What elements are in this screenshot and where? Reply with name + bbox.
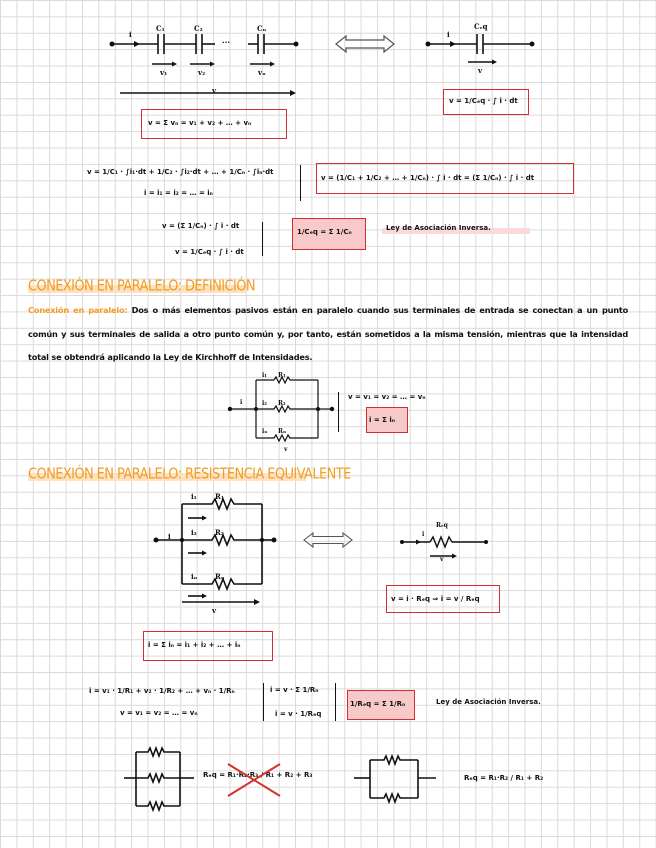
def-label-r1: R₁ <box>278 372 286 379</box>
eq-capacitor-inverse-law: 1/Cₑq = Σ 1/Cₙ <box>297 228 352 236</box>
label-vn: vₙ <box>258 68 266 77</box>
divider-bar-3 <box>338 392 339 432</box>
label-c1: C₁ <box>156 24 165 33</box>
eq-res-mid-2: i = v · 1/Rₑq <box>275 710 322 718</box>
three-res-formula: Rₑq = R₁·R₂·R₃ / R₁ + R₂ + R₃ <box>203 771 313 779</box>
res-label-rn: Rₙ <box>215 572 225 581</box>
label-i-series: i <box>129 30 132 39</box>
parallel-resistor-diagram <box>150 490 280 614</box>
divider-bar-4 <box>263 683 264 721</box>
eq-res-label-v: v <box>440 556 444 563</box>
label-c2: C₂ <box>194 24 203 33</box>
cross-out-mark <box>226 762 282 798</box>
eq-voltage-sum: v = Σ vₙ = v₁ + v₂ + … + vₙ <box>148 119 252 127</box>
label-dots: ··· <box>222 39 230 47</box>
def-eq-currents: i = Σ iₙ <box>369 416 395 424</box>
heading-parallel-resistance: CONEXIÓN EN PARALELO: RESISTENCIA EQUIVALENTE <box>28 466 351 484</box>
res-label-r2: R₂ <box>215 528 224 537</box>
def-label-rn: Rₙ <box>278 428 287 435</box>
eq-ohm-eq: v = i · Rₑq ⇒ i = v / Rₑq <box>391 595 480 603</box>
res-label-r1: R₁ <box>215 492 224 501</box>
def-label-i1: i₁ <box>262 372 267 379</box>
two-res-formula: Rₑq = R₁·R₂ / R₁ + R₂ <box>464 774 544 782</box>
res-label-in: iₙ <box>191 572 198 581</box>
label-cn: Cₙ <box>257 24 267 33</box>
def-label-v: v <box>284 446 288 453</box>
divider-bar-2 <box>262 222 263 256</box>
eq-res-expand-2: v = v₁ = v₂ = … = vₙ <box>120 709 198 717</box>
three-resistor-parallel-diagram <box>120 748 200 812</box>
label-v-total: v <box>212 86 217 95</box>
label-ceq: Cₑq <box>474 22 488 31</box>
equivalence-arrow-icon-2 <box>304 533 352 547</box>
label-v2: v₂ <box>198 68 206 77</box>
divider-bar <box>300 165 301 201</box>
res-label-i2: i₂ <box>191 528 197 537</box>
heading-parallel-definition: CONEXIÓN EN PARALELO: DEFINICIÓN <box>28 278 255 296</box>
label-v1: v₁ <box>160 68 168 77</box>
parallel-definition-paragraph <box>28 299 628 370</box>
def-label-i2: i₂ <box>262 400 267 407</box>
eq-sum-form: v = (Σ 1/Cₙ) · ∫ i · dt <box>162 222 240 230</box>
two-resistor-parallel-diagram <box>352 752 442 808</box>
eq-res-label-req: Rₑq <box>436 522 448 529</box>
law-label-resistances: Ley de Asociación Inversa. <box>436 698 541 706</box>
equivalence-arrow-icon <box>336 36 394 52</box>
law-label-capacitors: Ley de Asociación Inversa. <box>386 224 491 232</box>
divider-bar-5 <box>335 683 336 721</box>
def-eq-voltages: v = v₁ = v₂ = … = vₙ <box>348 393 426 401</box>
eq-eq-form: v = 1/Cₑq · ∫ i · dt <box>175 248 244 256</box>
eq-combined: v = (1/C₁ + 1/C₂ + … + 1/Cₙ) · ∫ i · dt = (Σ 1/Cₙ) · ∫ i · dt <box>321 174 535 182</box>
eq-capacitor-eq: v = 1/Cₑq · ∫ i · dt <box>449 97 518 105</box>
label-i-eq: i <box>447 30 450 39</box>
def-label-i: i <box>240 399 243 406</box>
eq-current-sum: i = Σ iₙ = i₁ + i₂ + … + iₙ <box>148 641 241 649</box>
def-label-in: iₙ <box>262 428 268 435</box>
eq-series-expand-2: i = i₁ = i₂ = … = iₙ <box>144 189 213 197</box>
eq-resistance-inverse-law: 1/Rₑq = Σ 1/Rₙ <box>350 700 406 708</box>
eq-res-expand-1: i = v₁ · 1/R₁ + v₂ · 1/R₂ + … + vₙ · 1/Rₙ <box>89 687 235 695</box>
label-v-eq: v <box>478 66 483 75</box>
definition-lead: Conexión en paralelo: <box>28 305 128 315</box>
definition-body: Dos o más elementos pasivos están en paralelo cuando sus terminales de entrada se conectan a un punto común y sus terminales de salida a otro punto común y, por tanto, están sometidos a la misma tensión, mientras que la intensidad total se obtendrá aplicando la Ley de Kirchhoff de Intensidades. <box>28 305 628 362</box>
eq-res-label-i: i <box>422 531 425 538</box>
res-label-i1: i₁ <box>191 492 197 501</box>
res-label-i: i <box>168 532 171 541</box>
eq-series-expand-1: v = 1/C₁ · ∫i₁·dt + 1/C₂ · ∫i₂·dt + … + 1/Cₙ · ∫iₙ·dt <box>87 168 274 176</box>
res-label-v: v <box>212 606 217 615</box>
eq-res-mid-1: i = v · Σ 1/Rₙ <box>270 686 319 694</box>
def-label-r2: R₂ <box>278 400 286 407</box>
